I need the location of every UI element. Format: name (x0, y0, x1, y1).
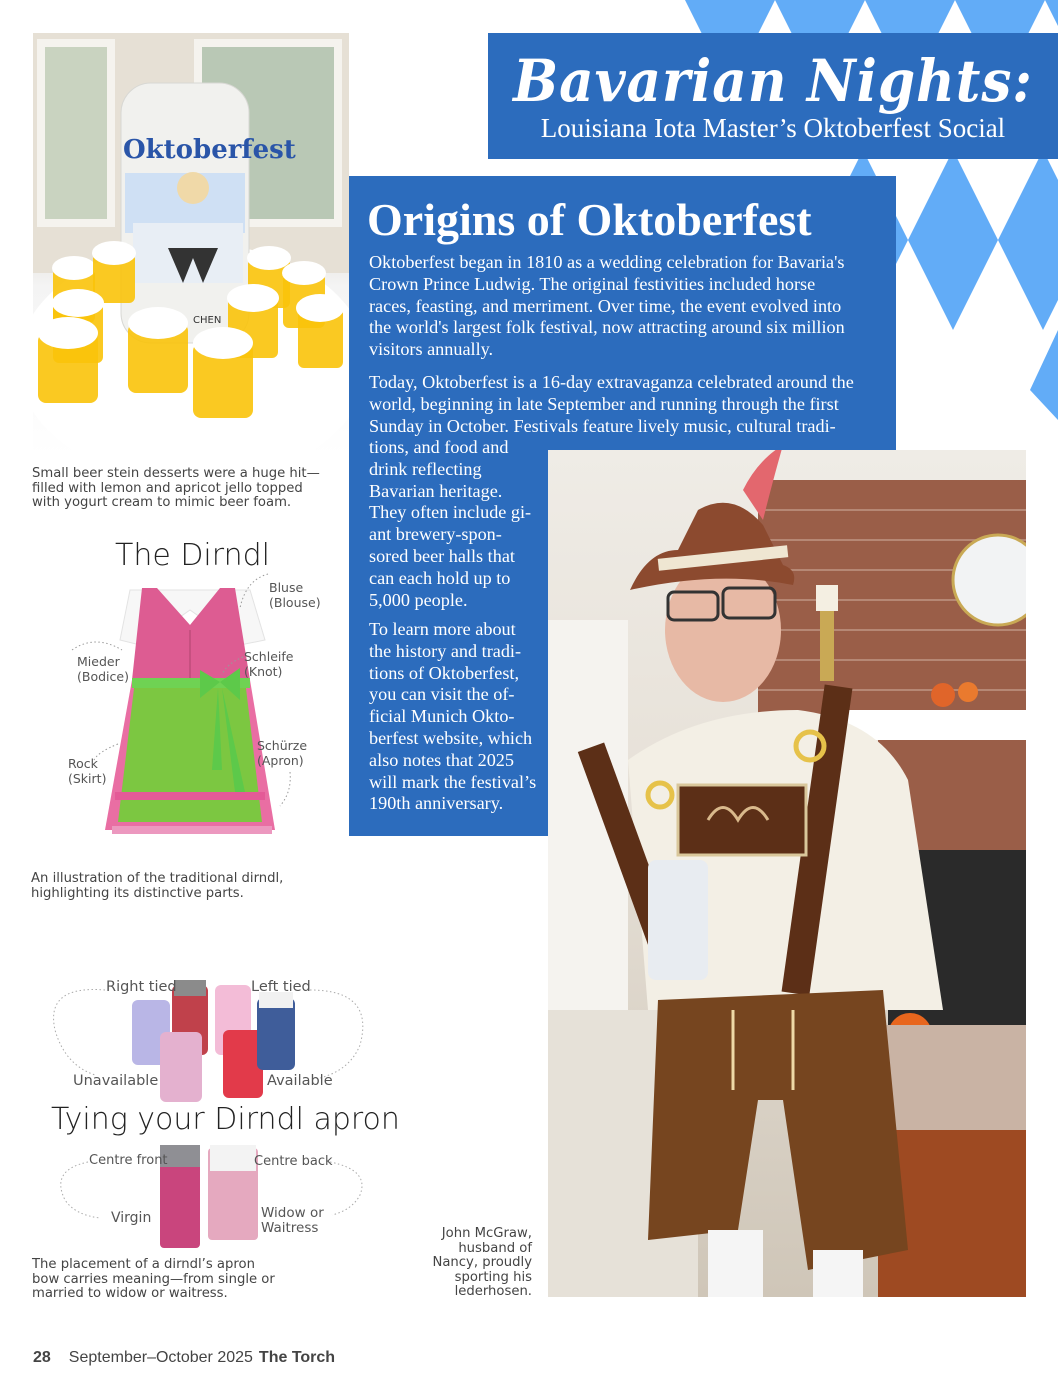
label-mieder: Mieder (Bodice) (77, 654, 129, 684)
subheadline: Louisiana Iota Master’s Oktoberfest Social (540, 113, 1006, 143)
headline: Bavarian Nights: (513, 47, 1033, 115)
title-banner (488, 33, 1058, 159)
label-virgin: Virgin (111, 1210, 152, 1226)
origins-paragraph-3: To learn more about the history and tradi- tions of Oktoberfest, you can visit the of- ficial Munich Okto- berfest website, which also notes that 2025 will mark the festival’s 190th anniversary. (369, 619, 537, 814)
stein-brand-text: Oktoberfest (123, 135, 296, 165)
page-footer (33, 1349, 335, 1367)
origins-paragraph-2-continued: tions, and food and drink reflecting Bavarian heritage. They often include gi- ant brewery-spon- sored beer halls that can each hold up to 5,000 people. (369, 437, 532, 610)
dirndl-diagram (40, 530, 340, 860)
apron-diagram-title: Tying your Dirndl apron (51, 1102, 400, 1137)
label-right-tied: Right tied (106, 979, 177, 995)
label-available: Available (267, 1073, 333, 1089)
stein-bottom-text: CHEN (193, 315, 222, 326)
magazine-name: The Torch (258, 1349, 336, 1366)
apron-caption: The placement of a dirndl’s apron bow carries meaning—from single or married to widow or waitress. (32, 1257, 275, 1302)
origins-paragraph-1: Oktoberfest began in 1810 as a wedding celebration for Bavaria's Crown Prince Ludwig. The original festivities included horse races, feasting, and merriment. Over time, the event evolved into the world's largest folk festival, now attracting around six million visitors annually. (369, 252, 845, 360)
label-rock: Rock (Skirt) (68, 756, 107, 786)
label-centre-back: Centre back (254, 1154, 333, 1169)
page-number: 28 (33, 1349, 51, 1366)
beer-stein-desserts-photo (33, 33, 349, 455)
beer-stein-illustration (33, 33, 349, 455)
origins-heading: Origins of Oktoberfest (367, 194, 812, 245)
label-widow-or-waitress: Widow or Waitress (261, 1205, 324, 1236)
man-in-lederhosen-illustration (548, 450, 1026, 1297)
label-schuerze: Schürze (Apron) (257, 738, 308, 768)
john-photo-caption: John McGraw, husband of Nancy, proudly sporting his lederhosen. (432, 1226, 532, 1300)
label-centre-front: Centre front (89, 1153, 168, 1168)
label-unavailable: Unavailable (73, 1073, 159, 1089)
dirndl-caption: An illustration of the traditional dirndl, highlighting its distinctive parts. (31, 871, 284, 901)
apron-tying-diagram (40, 970, 400, 1250)
beer-stein-caption: Small beer stein desserts were a huge hit— filled with lemon and apricot jello topped with yogurt cream to mimic beer foam. (32, 466, 320, 511)
john-lederhosen-photo (548, 450, 1026, 1297)
label-schleife: Schleife (Knot) (244, 649, 294, 679)
issue-date: September–October 2025 (68, 1349, 253, 1366)
label-bluse: Bluse (Blouse) (269, 580, 321, 610)
dirndl-diagram-title: The Dirndl (115, 538, 270, 573)
origins-paragraph-2: Today, Oktoberfest is a 16-day extravaganza celebrated around the world, beginning in late September and running through the first Sunday in October. Festivals feature lively music, cultural tradi- (369, 372, 854, 436)
label-left-tied: Left tied (251, 979, 311, 995)
